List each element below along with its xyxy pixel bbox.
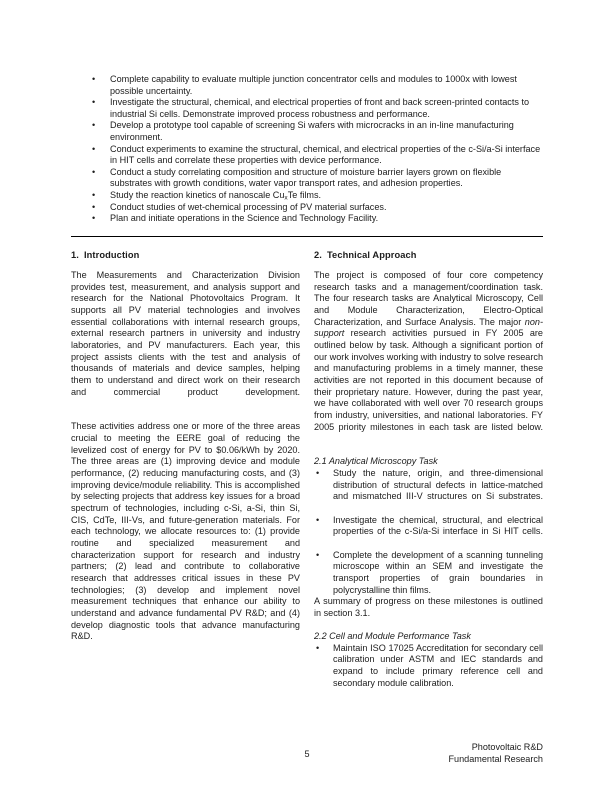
section-number: 1. [71, 250, 79, 260]
bullet-glyph-icon: • [316, 514, 320, 525]
paragraph: These activities address one or more of the three areas crucial to meeting the EERE goal of reducing the levelized cost of energy for PV to $0.06/kWh by 2020. The three areas are (1) improving device and module performance, (2) reducing manufacturing costs, and (3) improving device/module reliability. This is accomplished by selecting projects that address key issues for a broad spectrum of technologies, including c-Si, a-Si, thin Si, CIS, CdTe, III-Vs, and future-generation materials. For each technology, we allocate resources to: (1) provide routine and specialized measurement and characterization support for research and industry partners; (2) lead and contribute to collaborative research that addresses critical issues in these PV technologies; (3) develop and implement novel measurement techniques that enhance our ability to understand and advance fundamental PV R&D; and (4) develop diagnostic tools that advance manufacturing R&D. [71, 421, 300, 642]
list-item-text: Maintain ISO 17025 Accreditation for secondary cell calibration under ASTM and IEC standards and expand to include primary reference cell and secondary module calibration. [333, 642, 543, 688]
left-column [71, 249, 300, 654]
paragraph: The Measurements and Characterization Division provides test, measurement, and analysis support and research for the National Photovoltaics Program. It supports all PV material technologies and involves essential collaborations with internal research groups, external research partners in university and industry laboratories, and PV manufacturers. Each year, this project assists clients with the test and analysis of thousands of materials and device samples, helping them to understand and direct work on their research and commercial product development. [71, 270, 300, 397]
footer-line-2: Fundamental Research [448, 753, 543, 764]
bullet-glyph-icon: • [92, 213, 96, 224]
list-item-text: Complete the development of a scanning tunneling microscope within an SEM and investigate the transport properties of grain boundaries in polycrystalline thin films. [333, 549, 543, 595]
list-item-text: Investigate the structural, chemical, and electrical properties of front and back screen-printed contacts to industrial Si cells. Demonstrate improved process robustness and performance. [110, 97, 530, 119]
paragraph-part-1: The project is composed of four core competency research tasks and a management/coordination task. The four research tasks are Analytical Microscopy, Cell and Module Characterization, Electro-Optical Characterization, and Surface Analysis. The major [314, 270, 543, 327]
footer-line-1: Photovoltaic R&D [471, 742, 543, 752]
task-list-2-1 [314, 468, 543, 596]
section-divider-rule [71, 236, 543, 237]
footer-identifier [448, 742, 543, 765]
bullet-glyph-icon: • [316, 642, 320, 653]
subscript-x: x [284, 194, 288, 202]
page-footer [71, 742, 543, 772]
list-item-text: Investigate the chemical, structural, and electrical properties of the c-Si/a-Si interface in Si HIT cells. [333, 514, 543, 537]
section-number: 2. [314, 250, 322, 260]
list-item [71, 74, 543, 97]
subsection-heading-2-2: 2.2 Cell and Module Performance Task [314, 631, 471, 642]
page-number: 5 [304, 749, 310, 759]
section-heading-technical-approach [314, 249, 543, 261]
list-item [71, 190, 543, 202]
emphasis-non-support: non-support [314, 316, 543, 339]
two-column-body [71, 249, 543, 749]
list-item-text: Plan and initiate operations in the Science and Technology Facility. [110, 213, 379, 224]
paragraph [314, 270, 543, 445]
list-item-text: Conduct studies of wet-chemical processing of PV material surfaces. [110, 201, 387, 212]
list-item-text-prefix: Study the reaction kinetics of nanoscale Cu [110, 189, 285, 200]
bullet-glyph-icon: • [92, 166, 96, 177]
section-title: Introduction [83, 250, 140, 260]
bullet-glyph-icon: • [316, 468, 320, 478]
bullet-glyph-icon: • [92, 97, 96, 108]
bullet-glyph-icon: • [92, 189, 96, 200]
list-item [71, 97, 543, 120]
list-item-text: Complete capability to evaluate multiple junction concentrator cells and modules to 1000x with lowest possible uncertainty. [110, 74, 517, 96]
paragraph-part-2: research activities pursued in FY 2005 are outlined below by task. Although a significant portion of our work involves working with industry to solve research and manufacturing problems in a timely manner, these activities are not reported in this document because of their proprietary nature. However, during the past year, we have collaborated with well over 70 research groups from industry, universities, and national laboratories. FY 2005 priority milestones in each task are listed below. [314, 328, 543, 432]
bullet-glyph-icon: • [92, 201, 96, 212]
list-item [71, 120, 543, 143]
list-item-text: Conduct experiments to examine the structural, chemical, and electrical properties of the c-Si/a-Si interface in HIT cells and correlate these properties with device performance. [110, 143, 541, 166]
bullet-glyph-icon: • [92, 74, 96, 84]
section-title: Technical Approach [326, 250, 417, 260]
list-item [71, 213, 543, 225]
milestone-bullet-list [71, 74, 543, 225]
subsection-heading-2-1: 2.1 Analytical Microscopy Task [314, 456, 438, 467]
bullet-glyph-icon: • [92, 120, 96, 131]
list-item-text: Study the nature, origin, and three-dimensional distribution of structural defects in lattice-matched and mismatched III-V structures on Si substrates. [333, 468, 543, 502]
list-item-text: Develop a prototype tool capable of screening Si wafers with microcracks in an in-line manufacturing environment. [110, 120, 514, 142]
section-heading-introduction [71, 249, 300, 261]
right-column [314, 249, 543, 689]
list-item [314, 643, 543, 690]
list-item-text: Conduct a study correlating composition and structure of moisture barrier layers grown on flexible substrates with growth conditions, water vapor transport rates, and adhesion properties. [110, 166, 502, 189]
bullet-glyph-icon: • [92, 143, 96, 154]
list-item [71, 144, 543, 167]
list-item [314, 468, 543, 515]
summary-note: A summary of progress on these milestones is outlined in section 3.1. [314, 596, 543, 618]
task-list-2-2 [314, 643, 543, 690]
list-item [71, 202, 543, 214]
list-item [71, 167, 543, 190]
list-item-text-suffix: Te films. [287, 189, 322, 200]
bullet-glyph-icon: • [316, 549, 320, 560]
list-item [314, 515, 543, 550]
list-item [314, 550, 543, 597]
